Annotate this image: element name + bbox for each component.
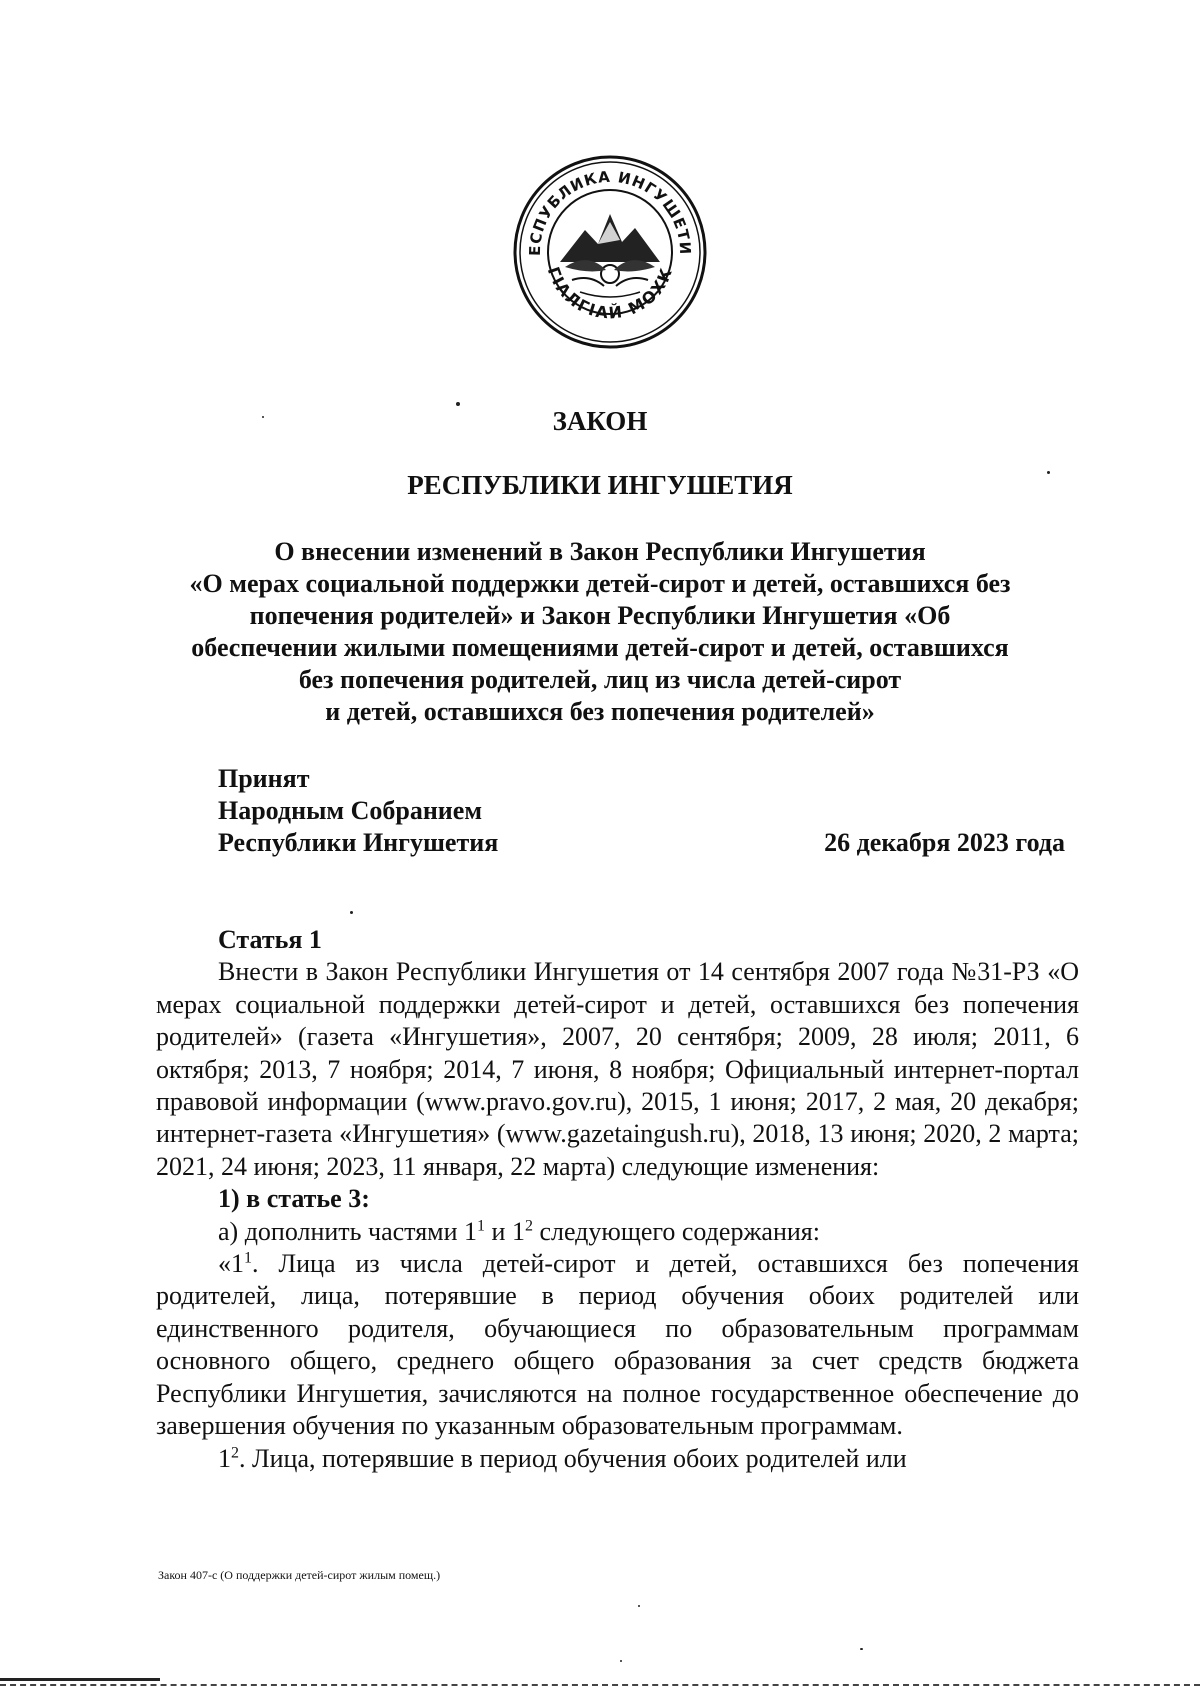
scan-speck xyxy=(620,1660,622,1662)
adoption-block xyxy=(218,763,498,859)
law-name xyxy=(150,536,1050,728)
scan-speck xyxy=(638,1605,640,1607)
scan-speck xyxy=(456,402,460,406)
scan-speck xyxy=(350,911,353,914)
article-item-1: 1) в статье 3: xyxy=(218,1184,370,1214)
scan-edge xyxy=(0,1678,160,1681)
article-heading: Статья 1 xyxy=(218,925,322,954)
law-name-line: обеспечении жилыми помещениями детей-сирот и детей, оставшихся xyxy=(191,633,1009,662)
article-1 xyxy=(156,924,1079,1475)
adoption-date: 26 декабря 2023 года xyxy=(824,828,1065,857)
article-item-a: а) дополнить частями $1^1$ и $1^2$ следующего содержания: xyxy=(218,1216,820,1246)
footer-note: Закон 407-с (О поддержки детей-сирот жилым помещ.) xyxy=(158,1568,441,1582)
law-name-line: О внесении изменений в Закон Республики Ингушетия xyxy=(274,537,926,566)
adopted-label: Принят xyxy=(218,764,310,793)
scan-speck xyxy=(860,1648,863,1650)
law-name-line: без попечения родителей, лиц из числа детей-сирот xyxy=(298,665,902,694)
republic-seal xyxy=(510,152,710,352)
scan-speck xyxy=(262,416,264,418)
law-name-line: «О мерах социальной поддержки детей-сирот и детей, оставшихся без xyxy=(189,569,1011,598)
seal-top-text: ЕСПУБЛИКА ИНГУШЕТИ xyxy=(525,167,695,257)
svg-text:ГІАЛГІАЙ МОХК xyxy=(544,264,677,322)
scan-edge-dashed xyxy=(0,1684,1200,1686)
article-intro: Внести в Закон Республики Ингушетия от 14 сентября 2007 года №31-РЗ «О мерах социальной поддержки детей-сирот и детей, оставшихся без попечения родителей» (газета «Ингушетия», 2007, 20 сентября; 2009, 28 июля; 2011, 6 октября; 2013, 7 ноября; 2014, 7 июня, 8 ноября; Официальный интернет-портал правовой информации (www.pravo.gov.ru), 2015, 1 июня; 2017, 2 мая, 20 декабря; интернет-газета «Ингушетия» (www.gazetaingush.ru), 2018, 13 июня; 2020, 2 марта; 2021, 24 июня; 2023, 11 января, 22 марта) следующие изменения: xyxy=(156,957,1079,1181)
law-name-line: и детей, оставшихся без попечения родителей» xyxy=(325,697,875,726)
article-part-1-2: $1^2$. Лица, потерявшие в период обучения обоих родителей или xyxy=(218,1443,907,1473)
document-title: ЗАКОН xyxy=(552,406,648,436)
seal-bottom-text: ГІАЛГІАЙ МОХК xyxy=(543,264,677,323)
adopted-republic: Республики Ингушетия xyxy=(218,828,499,857)
document-subtitle: РЕСПУБЛИКИ ИНГУШЕТИЯ xyxy=(407,470,793,500)
article-part-1-1: «$1^1$. Лица из числа детей-сирот и детей, оставшихся без попечения родителей, лица, потерявшие в период обучения обоих родителей или единственного родителя, обучающиеся по образовательным программам основного общего, среднего общего образования за счет средств бюджета Республики Ингушетия, зачисляются на полное государственное обеспечение до завершения обучения по указанным образовательным программам. xyxy=(156,1249,1079,1441)
adopted-body: Народным Собранием xyxy=(218,796,483,825)
law-name-line: попечения родителей» и Закон Республики Ингушетия «Об xyxy=(249,601,951,630)
scan-speck xyxy=(1047,471,1050,474)
